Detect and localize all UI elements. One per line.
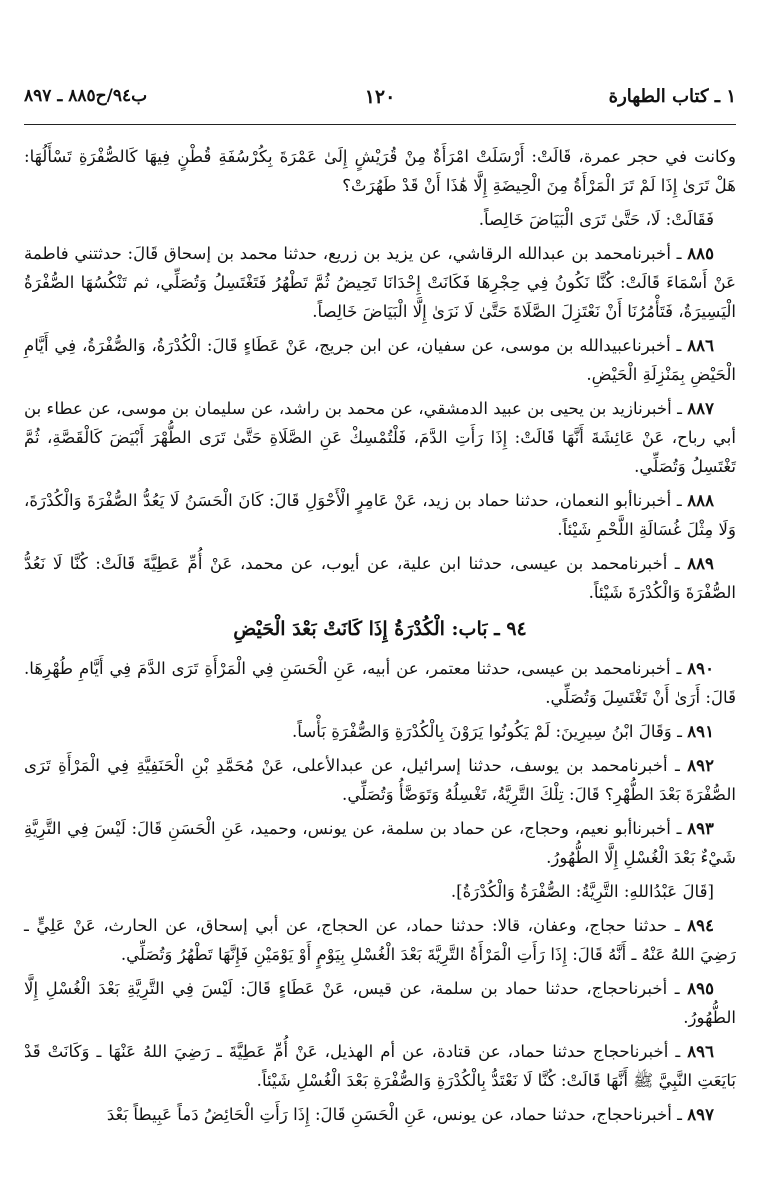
hadith-number: ٨٨٦ <box>687 335 714 355</box>
header-hadith-range: ب٩٤/ح٨٨٥ ـ ٨٩٧ <box>24 86 148 106</box>
hadith-text: أخبرناحجاج حدثنا حماد، عن قتادة، عن أم الهذيل، عَنْ أُمِّ عَطِيَّةَ ـ رَضِيَ اللهُ عَنْهَا ـ وَكَانَتْ قَدْ بَايَعَتِ النَّبِيَّ ﷺ أَنَّهَا قَالَتْ: كُنَّا لَا نَعْتَدُّ بِالْكُدْرَةِ وَالصُّفْرَةِ بَعْدَ الْغُسْلِ شَيْئاً. <box>24 1042 736 1090</box>
hadith-number: ٨٩٠ <box>687 658 714 678</box>
hadith-text: أخبرنامحمد بن عبدالله الرقاشي، عن يزيد بن زريع، حدثنا محمد بن إسحاق قَالَ: حدثتني فاطمة عَنْ أَسْمَاءَ قَالَتْ: كُنَّا نَكُونُ فِي حِجْرِهَا فَكَانَتْ إِحْدَانَا تَحِيضُ ثُمَّ تَطْهُرُ فَتَغْتَسِلُ وَتُصَلِّي، ثم تَنْكُسُهَا الصُّفْرَةُ الْيَسِيرَةُ، فَتَأْمُرُنَا أَنْ نَعْتَزِلَ الصَّلَاةَ حَتَّىٰ لَا نَرَىٰ إِلَّا الْبَيَاضَ خَالِصاً. <box>24 244 736 321</box>
hadith-text: أخبرنامحمد بن عيسى، حدثنا معتمر، عن أبيه، عَنِ الْحَسَنِ فِي الْمَرْأَةِ تَرَى الدَّمَ فِي أَيَّامِ طُهْرِهَا. قَالَ: أَرَىٰ أَنْ تَغْتَسِلَ وَتُصَلِّي. <box>24 659 736 707</box>
hadith-886: ٨٨٦ ـ أخبرناعبيدالله بن موسى، عن سفيان، عن ابن جريج، عَنْ عَطَاءٍ قَالَ: الْكُدْرَةُ، وَالصُّفْرَةُ، فِي أَيَّامِ الْحَيْضِ بِمَنْزِلَةِ الْحَيْضِ. <box>24 335 736 384</box>
hadith-number: ٨٨٧ <box>687 398 714 418</box>
hadith-894: ٨٩٤ ـ حدثنا حجاج، وعفان، قالا: حدثنا حماد، عن الحجاج، عن أبي إسحاق، عن الحارث، عَنْ عَلِيٍّ ـ رَضِيَ اللهُ عَنْهُ ـ أَنَّهُ قَالَ: إِذَا رَأَتِ الْمَرْأَةُ التَّرِيَّةَ بَعْدَ الْغُسْلِ بِيَوْمٍ أَوْ يَوْمَيْنِ فَإِنَّهَا تَطْهُرُ وَتُصَلِّي. <box>24 915 736 964</box>
hadith-887: ٨٨٧ ـ أخبرنازيد بن يحيى بن عبيد الدمشقي، عن محمد بن راشد، عن سليمان بن موسى، عن عطاء بن أبي رباح، عَنْ عَائِشَةَ أَنَّهَا قَالَتْ: إِذَا رَأَتِ الدَّمَ، فَلْتُمْسِكْ عَنِ الصَّلَاةِ حَتَّىٰ تَرَى الطُّهْرَ أَبْيَضَ كَالْقَصَّةِ، ثُمَّ تَغْتَسِلُ وَتُصَلِّي. <box>24 398 736 476</box>
hadith-897: ٨٩٧ ـ أخبرناحجاج، حدثنا حماد، عن يونس، عَنِ الْحَسَنِ قَالَ: إِذَا رَأَتِ الْحَائِضُ دَماً عَبِيطاً بَعْدَ <box>106 1104 714 1124</box>
book-page <box>24 60 736 1170</box>
hadith-number: ٨٩٦ <box>687 1041 715 1061</box>
page-header <box>24 60 736 108</box>
page-number: ١٢٠ <box>364 86 396 108</box>
hadith-896: ٨٩٦ ـ أخبرناحجاج حدثنا حماد، عن قتادة، عن أم الهذيل، عَنْ أُمِّ عَطِيَّةَ ـ رَضِيَ اللهُ عَنْهَا ـ وَكَانَتْ قَدْ بَايَعَتِ النَّبِيَّ ﷺ أَنَّهَا قَالَتْ: كُنَّا لَا نَعْتَدُّ بِالْكُدْرَةِ وَالصُّفْرَةِ بَعْدَ الْغُسْلِ شَيْئاً. <box>24 1041 736 1090</box>
hadith-number: ٨٩١ <box>687 721 714 741</box>
hadith-893: ٨٩٣ ـ أخبرناأبو نعيم، وحجاج، عن حماد بن سلمة، عن يونس، وحميد، عَنِ الْحَسَنِ قَالَ: لَيْسَ فِي التَّرِيَّةِ شَيْءٌ بَعْدَ الْغُسْلِ إِلَّا الطُّهُورُ. <box>24 818 736 867</box>
text-paragraph: وكانت في حجر عمرة، قَالَتْ: أَرْسَلَتْ امْرَأَةٌ مِنْ قُرَيْشٍ إِلَىٰ عَمْرَةَ بِكُرْسُفَةِ قُطْنٍ فِيهَا كَالصُّفْرَةِ تَسْأَلُهَا: هَلْ تَرَىٰ إِذَا لَمْ تَرَ الْمَرْأَةُ مِنَ الْحِيضَةِ إِلَّا هَٰذَا أَنْ قَدْ طَهُرَتْ؟ <box>24 147 736 195</box>
hadith-text: أخبرناحجاج، حدثنا حماد بن سلمة، عن قيس، عَنْ عَطَاءٍ قَالَ: لَيْسَ فِي التَّرِيَّةِ بَعْدَ الْغُسْلِ إِلَّا الطُّهُورُ. <box>24 979 736 1027</box>
hadith-892: ٨٩٢ ـ أخبرنامحمد بن يوسف، حدثنا إسرائيل، عن عبدالأعلى، عَنْ مُحَمَّدِ بْنِ الْحَنَفِيَّةِ فِي الْمَرْأَةِ تَرَى الصُّفْرَةَ بَعْدَ الطُّهْرِ؟ قَالَ: تِلْكَ التَّرِيَّةُ، تَغْسِلُهُ وَتَوَضَّأُ وَتُصَلِّي. <box>24 755 736 804</box>
hadith-891: ٨٩١ ـ وَقَالَ ابْنُ سِيرِينَ: لَمْ يَكُونُوا يَرَوْنَ بِالْكُدْرَةِ وَالصُّفْرَةِ بَأْساً. <box>292 721 714 741</box>
hadith-number: ٨٩٢ <box>687 755 714 775</box>
hadith-number: ٨٨٥ <box>687 243 714 263</box>
hadith-number: ٨٨٩ <box>687 553 714 573</box>
text-paragraph: فَقَالَتْ: لَا، حَتَّىٰ تَرَى الْبَيَاضَ خَالِصاً. <box>478 210 714 229</box>
hadith-text: أخبرنامحمد بن يوسف، حدثنا إسرائيل، عن عبدالأعلى، عَنْ مُحَمَّدِ بْنِ الْحَنَفِيَّةِ فِي الْمَرْأَةِ تَرَى الصُّفْرَةَ بَعْدَ الطُّهْرِ؟ قَالَ: تِلْكَ التَّرِيَّةُ، تَغْسِلُهُ وَتَوَضَّأُ وَتُصَلِّي. <box>24 756 736 804</box>
hadith-number: ٨٩٥ <box>687 978 714 998</box>
hadith-text: وَقَالَ ابْنُ سِيرِينَ: لَمْ يَكُونُوا يَرَوْنَ بِالْكُدْرَةِ وَالصُّفْرَةِ بَأْساً. <box>292 722 672 741</box>
hadith-888: ٨٨٨ ـ أخبرناأبو النعمان، حدثنا حماد بن زيد، عَنْ عَامِرٍ الْأَحْوَلِ قَالَ: كَانَ الْحَسَنُ لَا يَعُدُّ الصُّفْرَةَ وَالْكُدْرَةَ، وَلَا مِثْلَ غُسَالَةِ اللَّحْمِ شَيْئاً. <box>24 490 736 539</box>
hadith-number: ٨٩٧ <box>687 1104 714 1124</box>
hadith-number: ٨٨٨ <box>687 490 714 510</box>
hadith-text: أخبرناعبيدالله بن موسى، عن سفيان، عن ابن جريج، عَنْ عَطَاءٍ قَالَ: الْكُدْرَةُ، وَالصُّفْرَةُ، فِي أَيَّامِ الْحَيْضِ بِمَنْزِلَةِ الْحَيْضِ. <box>24 336 736 384</box>
hadith-text: أخبرناأبو نعيم، وحجاج، عن حماد بن سلمة، عن يونس، وحميد، عَنِ الْحَسَنِ قَالَ: لَيْسَ فِي التَّرِيَّةِ شَيْءٌ بَعْدَ الْغُسْلِ إِلَّا الطُّهُورُ. <box>24 819 736 867</box>
page-body <box>24 142 736 1134</box>
hadith-text: حدثنا حجاج، وعفان، قالا: حدثنا حماد، عن الحجاج، عن أبي إسحاق، عن الحارث، عَنْ عَلِيٍّ ـ رَضِيَ اللهُ عَنْهُ ـ أَنَّهُ قَالَ: إِذَا رَأَتِ الْمَرْأَةُ التَّرِيَّةَ بَعْدَ الْغُسْلِ بِيَوْمٍ أَوْ يَوْمَيْنِ فَإِنَّهَا تَطْهُرُ وَتُصَلِّي. <box>24 916 736 964</box>
hadith-885: ٨٨٥ ـ أخبرنامحمد بن عبدالله الرقاشي، عن يزيد بن زريع، حدثنا محمد بن إسحاق قَالَ: حدثتني فاطمة عَنْ أَسْمَاءَ قَالَتْ: كُنَّا نَكُونُ فِي حِجْرِهَا فَكَانَتْ إِحْدَانَا تَحِيضُ ثُمَّ تَطْهُرُ فَتَغْتَسِلُ وَتُصَلِّي، ثم تَنْكُسُهَا الصُّفْرَةُ الْيَسِيرَةُ، فَتَأْمُرُنَا أَنْ نَعْتَزِلَ الصَّلَاةَ حَتَّىٰ لَا نَرَىٰ إِلَّا الْبَيَاضَ خَالِصاً. <box>24 243 736 321</box>
hadith-number: ٨٩٣ <box>687 818 714 838</box>
hadith-text: أخبرنامحمد بن عيسى، حدثنا ابن علية، عن أيوب، عن محمد، عَنْ أُمِّ عَطِيَّةَ قَالَتْ: كُنَّا لَا نَعُدُّ الصُّفْرَةَ وَالْكُدْرَةَ شَيْئاً. <box>24 554 736 602</box>
hadith-890: ٨٩٠ ـ أخبرنامحمد بن عيسى، حدثنا معتمر، عن أبيه، عَنِ الْحَسَنِ فِي الْمَرْأَةِ تَرَى الدَّمَ فِي أَيَّامِ طُهْرِهَا. قَالَ: أَرَىٰ أَنْ تَغْتَسِلَ وَتُصَلِّي. <box>24 658 736 707</box>
hadith-text: أخبرناحجاج، حدثنا حماد، عن يونس، عَنِ الْحَسَنِ قَالَ: إِذَا رَأَتِ الْحَائِضُ دَماً عَبِيطاً بَعْدَ <box>106 1105 672 1124</box>
editor-note: [قَالَ عَبْدُاللهِ: التَّرِيَّةُ: الصُّفْرَةُ وَالْكُدْرَةُ]. <box>450 882 714 901</box>
hadith-number: ٨٩٤ <box>687 915 714 935</box>
hadith-889: ٨٨٩ ـ أخبرنامحمد بن عيسى، حدثنا ابن علية، عن أيوب، عن محمد، عَنْ أُمِّ عَطِيَّةَ قَالَتْ: كُنَّا لَا نَعُدُّ الصُّفْرَةَ وَالْكُدْرَةَ شَيْئاً. <box>24 553 736 602</box>
hadith-895: ٨٩٥ ـ أخبرناحجاج، حدثنا حماد بن سلمة، عن قيس، عَنْ عَطَاءٍ قَالَ: لَيْسَ فِي التَّرِيَّةِ بَعْدَ الْغُسْلِ إِلَّا الطُّهُورُ. <box>24 978 736 1027</box>
chapter-heading: ٩٤ ـ بَاب: الْكُدْرَةُ إِذَا كَانَتْ بَعْدَ الْحَيْضِ <box>233 618 527 640</box>
hadith-text: أخبرناأبو النعمان، حدثنا حماد بن زيد، عَنْ عَامِرٍ الْأَحْوَلِ قَالَ: كَانَ الْحَسَنُ لَا يَعُدُّ الصُّفْرَةَ وَالْكُدْرَةَ، وَلَا مِثْلَ غُسَالَةِ اللَّحْمِ شَيْئاً. <box>24 491 736 539</box>
hadith-text: أخبرنازيد بن يحيى بن عبيد الدمشقي، عن محمد بن راشد، عن سليمان بن موسى، عن عطاء بن أبي رباح، عَنْ عَائِشَةَ أَنَّهَا قَالَتْ: إِذَا رَأَتِ الدَّمَ، فَلْتُمْسِكْ عَنِ الصَّلَاةِ حَتَّىٰ تَرَى الطُّهْرَ أَبْيَضَ كَالْقَصَّةِ، ثُمَّ تَغْتَسِلُ وَتُصَلِّي. <box>24 399 736 476</box>
header-divider <box>24 124 736 125</box>
header-book-title: ١ ـ كتاب الطهارة <box>608 86 736 107</box>
